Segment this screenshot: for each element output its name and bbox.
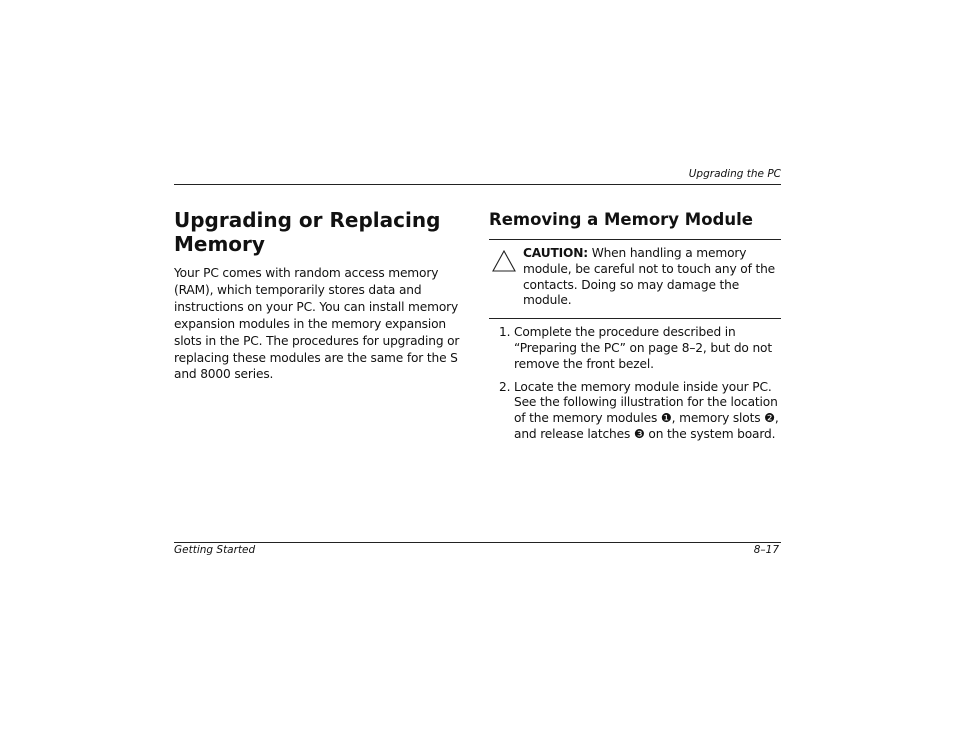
caution-text: When handling a memory module, be careful not to touch any of the contacts. Doing so may damage the module. — [523, 246, 776, 308]
caution-box — [489, 239, 781, 319]
step-text: Complete the procedure described in “Preparing the PC” on page 8–2, but do not remove the front bezel. — [514, 325, 772, 371]
steps-list — [489, 325, 781, 443]
step-number: 1. — [499, 325, 511, 340]
step-number: 2. — [499, 379, 511, 394]
section-title: Upgrading or Replacing Memory — [174, 208, 441, 256]
page-number: 8–17 — [753, 544, 779, 556]
footer-rule — [174, 542, 781, 543]
step-text: Locate the memory module inside your PC. See the following illustration for the location of the memory modules ❶, memory slots ❷, and release latches ❸ on the system board. — [514, 379, 779, 441]
subsection-title: Removing a Memory Module — [489, 210, 753, 229]
right-column — [489, 208, 781, 450]
running-header: Upgrading the PC — [688, 168, 781, 180]
footer-document-title: Getting Started — [174, 544, 256, 556]
caution-label: CAUTION: — [523, 246, 588, 260]
header-rule — [174, 184, 781, 185]
warning-triangle-icon — [492, 250, 516, 272]
list-item — [489, 380, 781, 443]
intro-paragraph: Your PC comes with random access memory (RAM), which temporarily stores data and instructions on your PC. You can install memory expansion modules in the memory expansion slots in the PC. The procedures for upgrading or replacing these modules are the same for the S and 8000 series. — [174, 266, 460, 382]
left-column — [174, 208, 466, 383]
list-item — [489, 325, 781, 372]
